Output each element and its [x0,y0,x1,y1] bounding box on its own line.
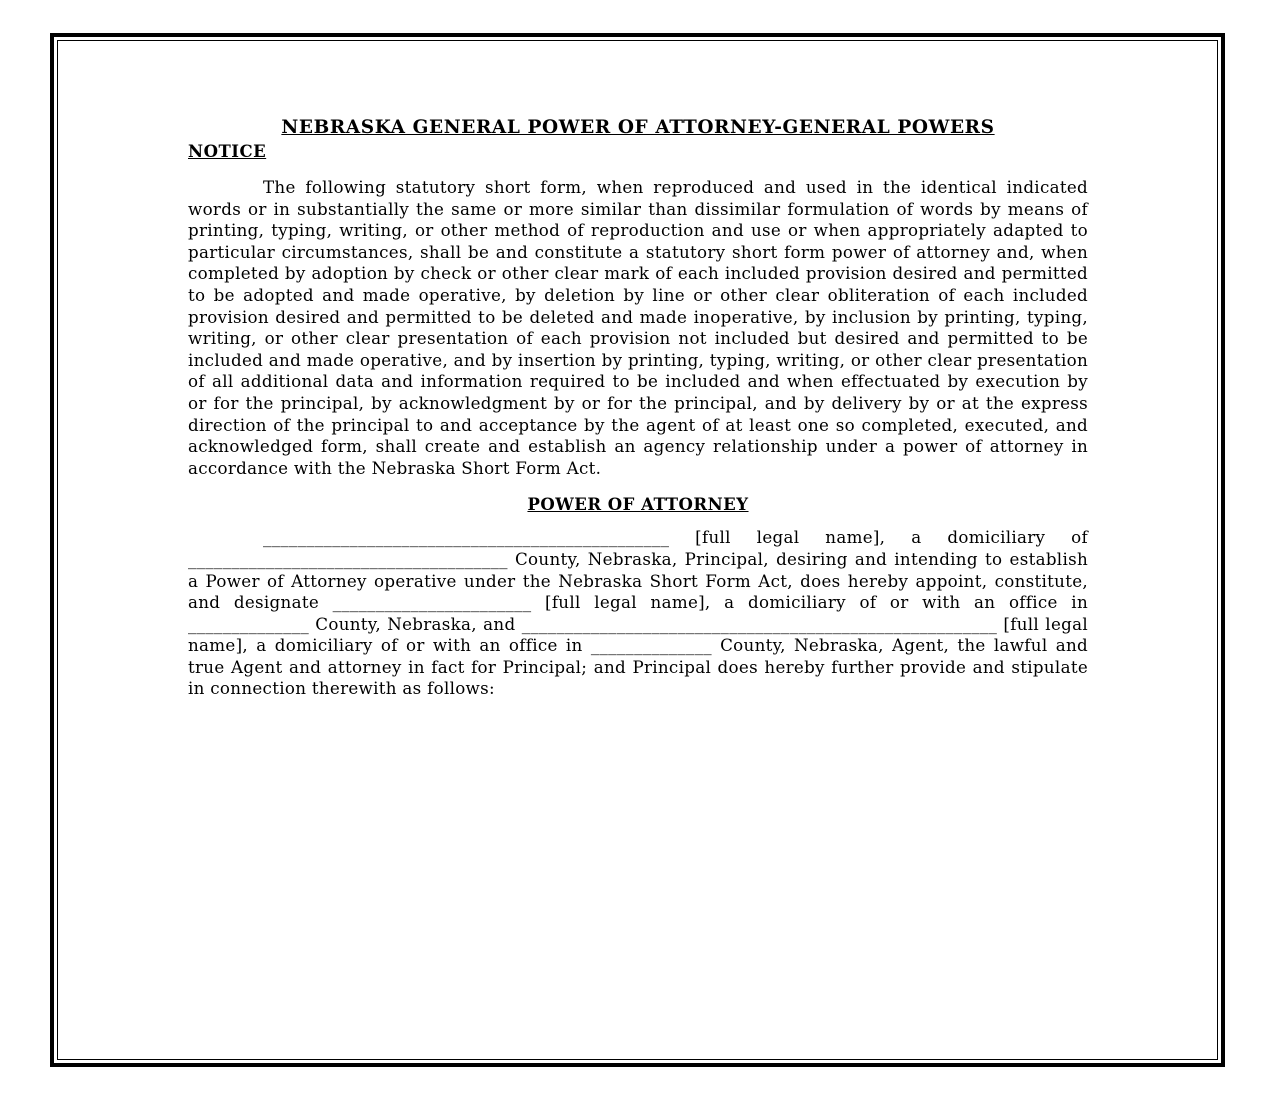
notice-paragraph: The following statutory short form, when reproduced and used in the identical indicated words or in substantially the same or more similar than dissimilar formulation of words by means of printing, typing, writing, or other method of reproduction and use or when appropriately adapted to particular circumstances, shall be and constitute a statutory short form power of attorney and, when completed by adoption by check or other clear mark of each included provision desired and permitted to be adopted and made operative, by deletion by line or other clear obliteration of each included provision desired and permitted to be deleted and made inoperative, by inclusion by printing, typing, writing, or other clear presentation of each provision not included but desired and permitted to be included and made operative, and by insertion by printing, typing, writing, or other clear presentation of all additional data and information required to be included and when effectuated by execution by or for the principal, by acknowledgment by or for the principal, and by delivery by or at the express direction of the principal to and acceptance by the agent of at least one so completed, executed, and acknowledged form, shall create and establish an agency relationship under a power of attorney in accordance with the Nebraska Short Form Act. [188,177,1088,478]
document-body [188,116,1088,700]
power-of-attorney-heading: POWER OF ATTORNEY [527,495,749,515]
document-title: NEBRASKA GENERAL POWER OF ATTORNEY-GENERAL POWERS [281,117,995,138]
power-of-attorney-paragraph: _______________________________________________ [full legal name], a domiciliary of _____________________________________ County, Nebraska, Principal, desiring and intending to establish a Power of Attorney operative under the Nebraska Short Form Act, does hereby appoint, constitute, and designate _______________________ [full legal name], a domiciliary of or with an office in ______________ County, Nebraska, and _______________________________________________________ [full legal name], a domiciliary of or with an office in ______________ County, Nebraska, Agent, the lawful and true Agent and attorney in fact for Principal; and Principal does hereby further provide and stipulate in connection therewith as follows: [188,527,1088,699]
notice-heading: NOTICE [188,142,267,161]
